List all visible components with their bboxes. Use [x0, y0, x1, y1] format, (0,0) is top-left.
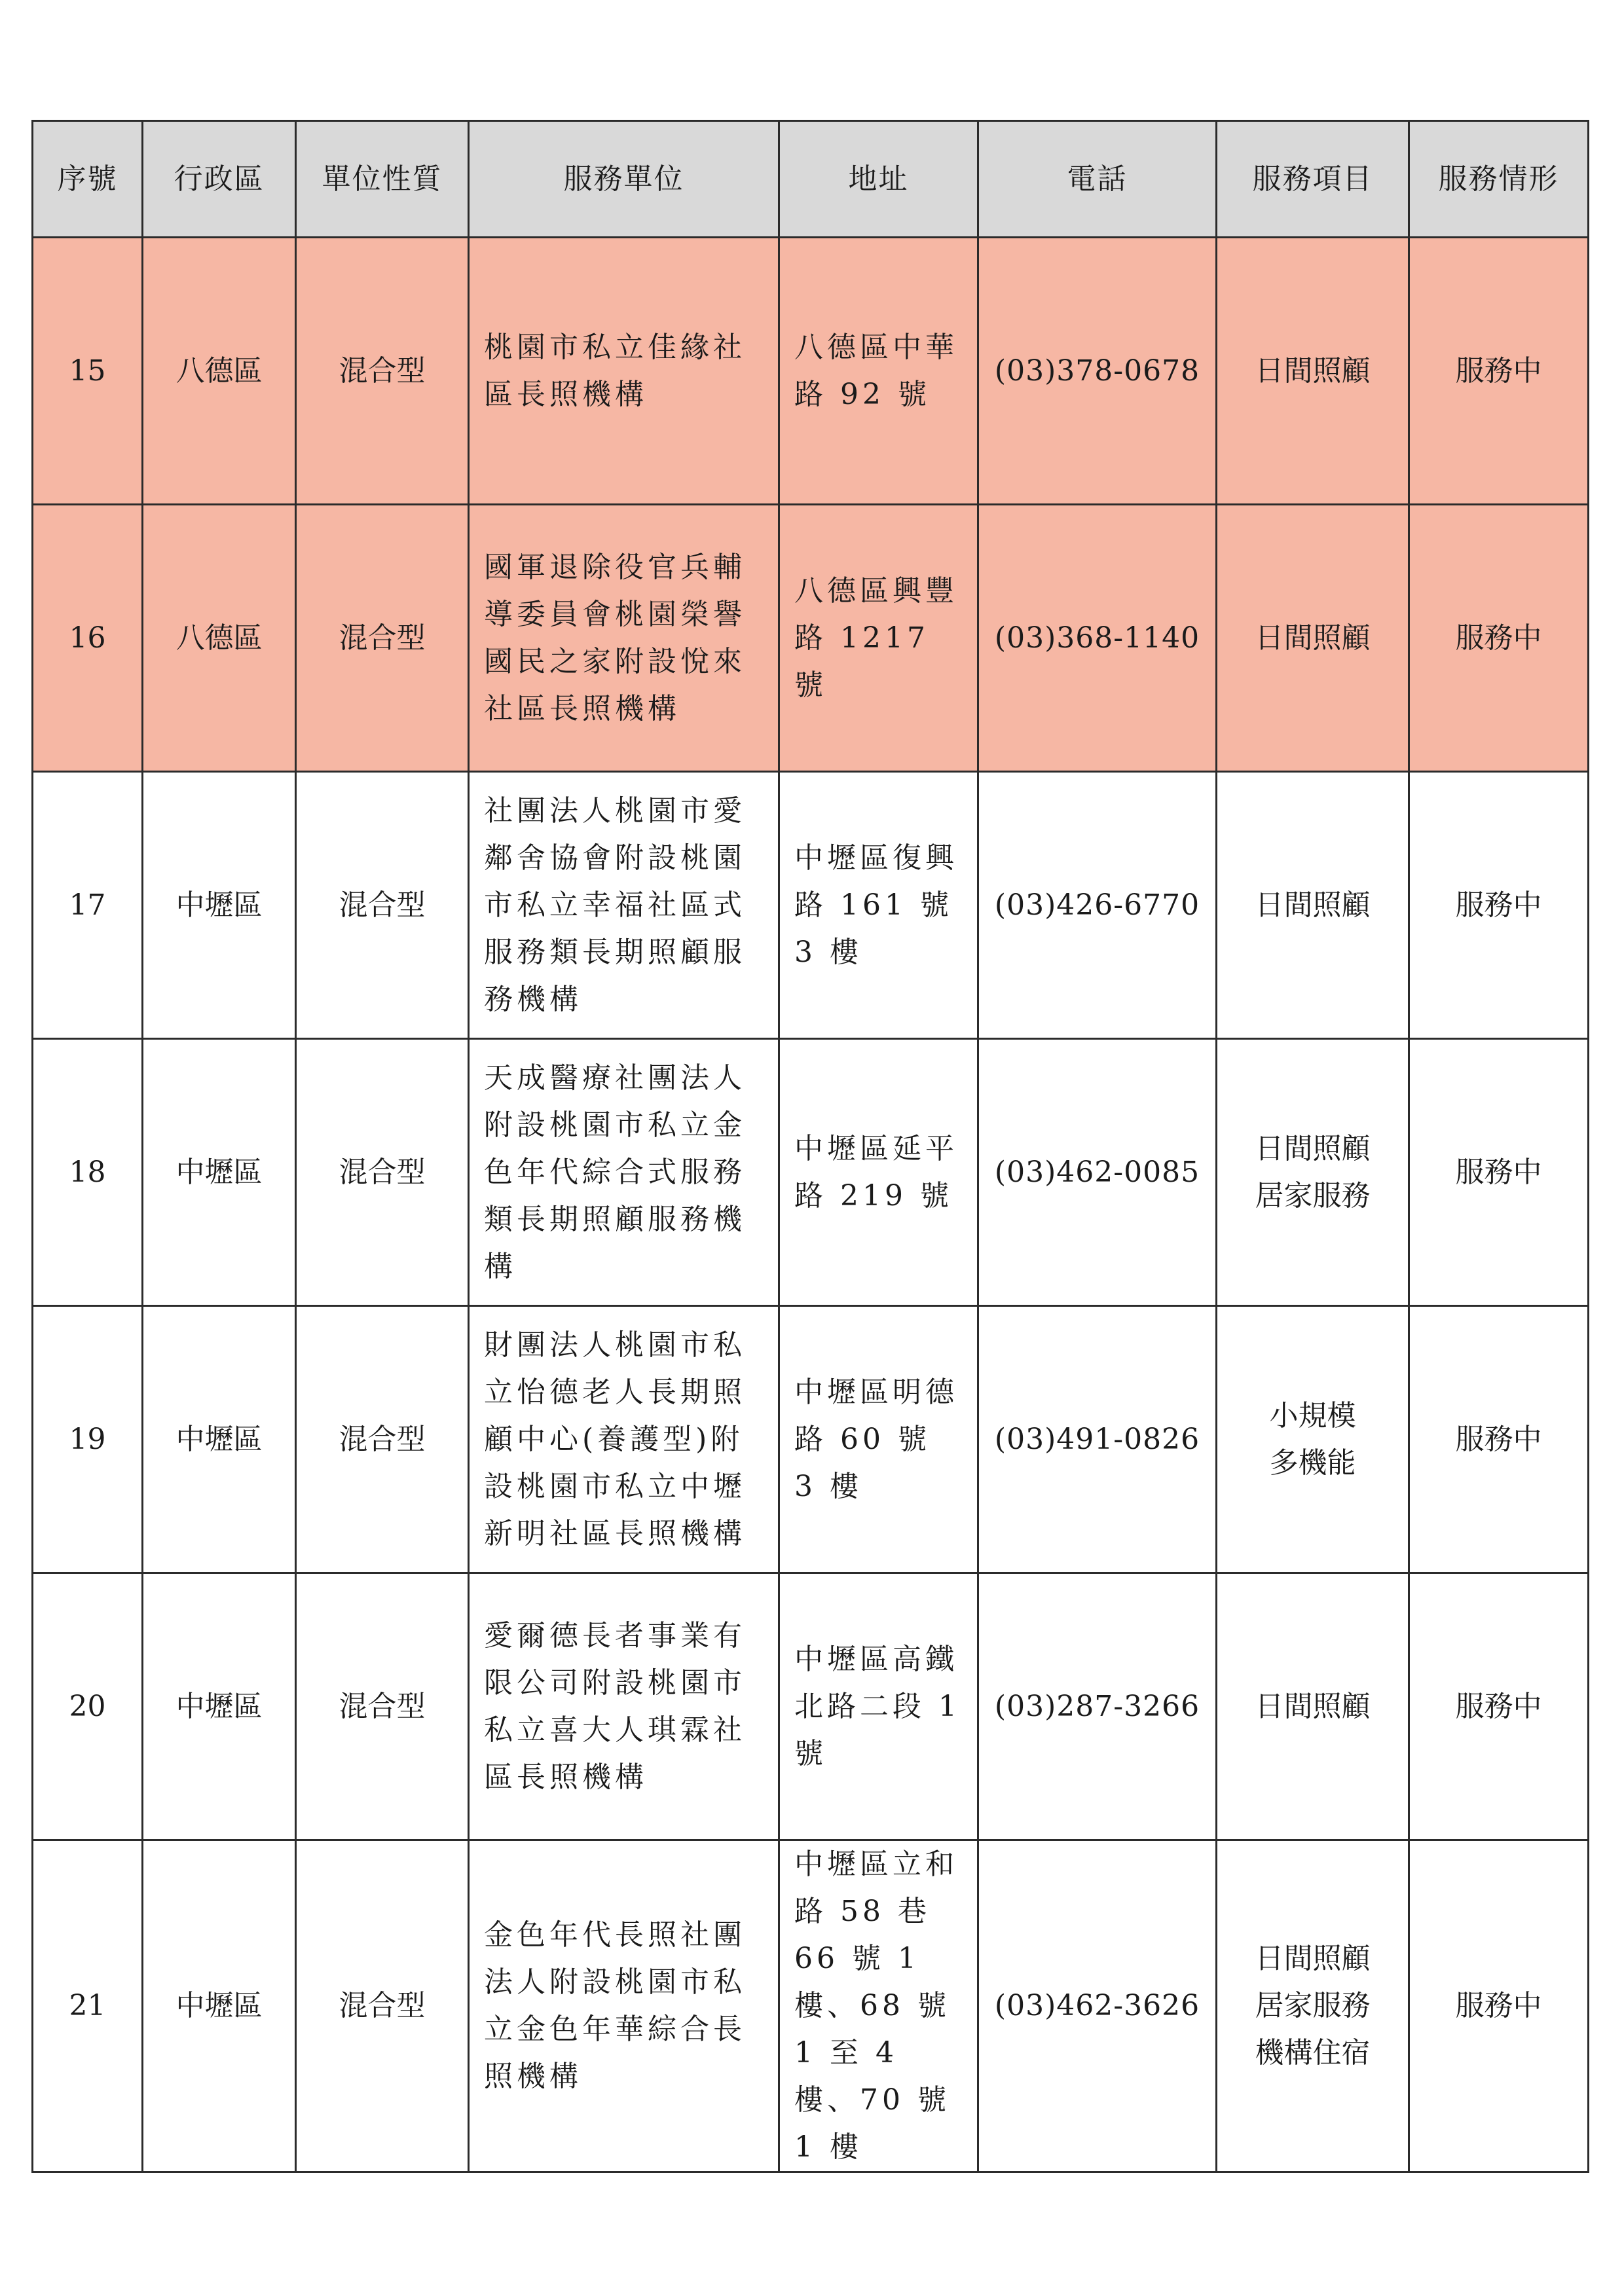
table-row [33, 1573, 1589, 1840]
header-phone: 電話 [978, 121, 1217, 238]
cell-phone: (03)378-0678 [978, 238, 1217, 505]
cell-status: 服務中 [1409, 238, 1589, 505]
table-row [33, 238, 1589, 505]
header-address: 地址 [779, 121, 978, 238]
cell-no: 16 [33, 505, 143, 772]
header-type: 單位性質 [296, 121, 469, 238]
cell-services: 日間照顧 居家服務 機構住宿 [1217, 1840, 1409, 2172]
cell-services: 日間照顧 [1217, 772, 1409, 1039]
header-status: 服務情形 [1409, 121, 1589, 238]
cell-address: 八德區興豐路 1217 號 [779, 505, 978, 772]
cell-address: 中壢區高鐵北路二段 1 號 [779, 1573, 978, 1840]
cell-type: 混合型 [296, 505, 469, 772]
table-row [33, 505, 1589, 772]
table-header-row [33, 121, 1589, 238]
cell-unit: 天成醫療社團法人附設桃園市私立金色年代綜合式服務類長期照顧服務機構 [469, 1039, 779, 1306]
cell-unit: 桃園市私立佳緣社區長照機構 [469, 238, 779, 505]
long-term-care-service-table [31, 120, 1589, 2173]
header-no: 序號 [33, 121, 143, 238]
cell-no: 21 [33, 1840, 143, 2172]
cell-phone: (03)368-1140 [978, 505, 1217, 772]
header-services: 服務項目 [1217, 121, 1409, 238]
cell-status: 服務中 [1409, 772, 1589, 1039]
cell-status: 服務中 [1409, 1573, 1589, 1840]
cell-services: 小規模 多機能 [1217, 1306, 1409, 1573]
cell-no: 19 [33, 1306, 143, 1573]
cell-address: 八德區中華路 92 號 [779, 238, 978, 505]
cell-no: 17 [33, 772, 143, 1039]
table-body [33, 238, 1589, 2172]
cell-no: 20 [33, 1573, 143, 1840]
cell-address: 中壢區立和路 58 巷 66 號 1 樓、68 號 1 至 4 樓、70 號 1 樓 [779, 1840, 978, 2172]
cell-district: 八德區 [143, 505, 296, 772]
cell-address: 中壢區復興路 161 號 3 樓 [779, 772, 978, 1039]
header-unit: 服務單位 [469, 121, 779, 238]
cell-no: 18 [33, 1039, 143, 1306]
table-row [33, 1306, 1589, 1573]
cell-status: 服務中 [1409, 1306, 1589, 1573]
cell-services: 日間照顧 [1217, 238, 1409, 505]
cell-type: 混合型 [296, 1573, 469, 1840]
cell-status: 服務中 [1409, 1840, 1589, 2172]
header-district: 行政區 [143, 121, 296, 238]
cell-unit: 財團法人桃園市私立怡德老人長期照顧中心(養護型)附設桃園市私立中壢新明社區長照機構 [469, 1306, 779, 1573]
cell-phone: (03)426-6770 [978, 772, 1217, 1039]
cell-status: 服務中 [1409, 1039, 1589, 1306]
cell-district: 八德區 [143, 238, 296, 505]
table-row [33, 772, 1589, 1039]
cell-no: 15 [33, 238, 143, 505]
cell-district: 中壢區 [143, 1573, 296, 1840]
cell-unit: 愛爾德長者事業有限公司附設桃園市私立喜大人琪霖社區長照機構 [469, 1573, 779, 1840]
cell-type: 混合型 [296, 1840, 469, 2172]
cell-district: 中壢區 [143, 772, 296, 1039]
cell-district: 中壢區 [143, 1039, 296, 1306]
table-row [33, 1840, 1589, 2172]
cell-phone: (03)491-0826 [978, 1306, 1217, 1573]
cell-district: 中壢區 [143, 1306, 296, 1573]
cell-phone: (03)462-3626 [978, 1840, 1217, 2172]
cell-status: 服務中 [1409, 505, 1589, 772]
cell-address: 中壢區明德路 60 號 3 樓 [779, 1306, 978, 1573]
service-table-sheet [31, 120, 1587, 2173]
cell-services: 日間照顧 居家服務 [1217, 1039, 1409, 1306]
cell-address: 中壢區延平路 219 號 [779, 1039, 978, 1306]
cell-type: 混合型 [296, 1039, 469, 1306]
cell-type: 混合型 [296, 772, 469, 1039]
cell-unit: 金色年代長照社團法人附設桃園市私立金色年華綜合長照機構 [469, 1840, 779, 2172]
cell-unit: 社團法人桃園市愛鄰舍協會附設桃園市私立幸福社區式服務類長期照顧服務機構 [469, 772, 779, 1039]
cell-phone: (03)462-0085 [978, 1039, 1217, 1306]
cell-services: 日間照顧 [1217, 1573, 1409, 1840]
cell-services: 日間照顧 [1217, 505, 1409, 772]
cell-type: 混合型 [296, 238, 469, 505]
cell-district: 中壢區 [143, 1840, 296, 2172]
cell-unit: 國軍退除役官兵輔導委員會桃園榮譽國民之家附設悅來社區長照機構 [469, 505, 779, 772]
cell-phone: (03)287-3266 [978, 1573, 1217, 1840]
table-row [33, 1039, 1589, 1306]
cell-type: 混合型 [296, 1306, 469, 1573]
